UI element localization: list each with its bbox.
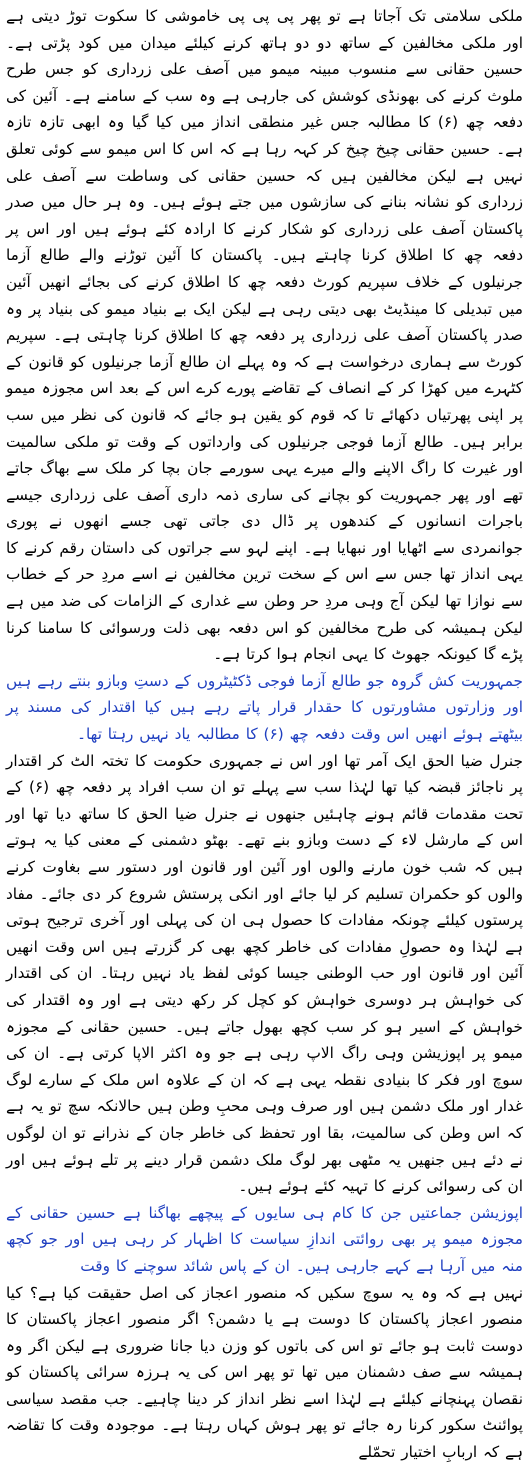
article-highlight-paragraph-2: اپوزیشن جماعتیں جن کا کام ہی سایوں کے پیچھے بھاگنا ہے حسین حقانی کے مجوزہ میمو پر بھی روائتی اندازِ سیاست کا اظہار کر رہی ہیں اور جو کچھ منہ میں آرہا ہے کہے جارہی ہیں۔ ان کے پاس شائد سوچنے کا وقت — [6, 1203, 523, 1275]
article-paragraph-1: ملکی سلامتی تک آجاتا ہے تو پھر پی پی پی خاموشی کا سکوت توڑ دیتی ہے اور ملکی مخالفین کے ساتھ دو دو ہاتھ کرنے کیلئے میدان میں کود پڑتی ہے۔ حسین حقانی سے منسوب مبینہ میمو میں آصف علی زرداری کو جس طرح ملوث کرنے کی بھونڈی کوشش کی جارہی ہے وہ سب کے سامنے ہے۔ آئین کی دفعہ چھ (۶) کا مطالبہ جس غیر منطقی انداز میں کیا گیا وہ ابھی تازہ تازہ ہے۔ حسین حقانی چیخ چیخ کر کہہ رہا ہے کہ اس کا اس میمو سے کوئی تعلق نہیں ہے لیکن مخالفین ہیں کہ حسین حقانی کی وساطت سے آصف علی زرداری کو نشانہ بنانے کی سازشوں میں جتے ہوئے ہیں۔ وہ ہر حال میں صدر پاکستان آصف علی زرداری کو شکار کرنے کا ارادہ کئے ہوئے ہیں اور اس پر دفعہ چھ کا اطلاق کرنا چاہتے ہیں۔ پاکستان کا آئین توڑنے والے طالع آزما جرنیلوں کے خلاف سپریم کورٹ دفعہ چھ کا اطلاق کرنے کی بجائے انھیں آئین میں تبدیلی کا مینڈیٹ بھی دیتی رہی ہے لیکن ایک بے بنیاد میمو کی بنیاد پر وہ صدر پاکستان آصف علی زرداری پر دفعہ چھ کا اطلاق کرنا چاہتی ہے۔ سپریم کورٹ سے ہماری درخواست ہے کہ وہ پہلے ان طالع آزما جرنیلوں کو قانون کے کٹہرے میں کھڑا کر کے انصاف کے تقاضے پورے کرے اس کے بعد اس مجوزہ میمو پر اپنی پھرتیاں دکھائے تا کہ قوم کو یقین ہو جائے کہ قانون کی نظر میں سب برابر ہیں۔ طالع آزما فوجی جرنیلوں کی وارداتوں کے وقت تو ملکی سالمیت اور غیرت کا راگ الاپنے والے میرے یہی سورمے جان بچا کر ملک سے بھاگ جاتے تھے اور پھر جمہوریت کو بچانے کی ساری ذمہ داری آصف علی زرداری جیسے باجرات انسانوں کے کندھوں پر ڈال دی جاتی تھی جسے انھوں نے پوری جوانمردی سے اٹھایا اور نبھایا ہے۔ اپنے لہو سے جراتوں کی داستان رقم کرنے کا یہی انداز تھا جس سے اس کے سخت ترین مخالفین نے اسے مردِ حر کے خطاب سے نوازا تھا لیکن آج وہی مردِ حر وطن سے غداری کے الزامات کی ضد میں ہے لیکن ہمیشہ کی طرح مخالفین کو اس دفعہ بھی ذلت ورسوائی کا سامنا کرنا پڑے گا کیونکہ جھوٹ کا یہی انجام ہوا کرتا ہے۔ — [6, 7, 523, 664]
article-paragraph-3: نہیں ہے کہ وہ یہ سوچ سکیں کہ منصور اعجاز کی اصل حقیقت کیا ہے؟ کیا منصور اعجاز پاکستان کا دوست ہے یا دشمن؟ اگر منصور اعجاز پاکستان کا دوست ثابت ہو جائے تو اس کی باتوں کو وزن دیا جانا ضروری ہے لیکن اگر وہ ہمیشہ سے صف دشمنان میں تھا تو پھر اس کی یہ ہرزہ سرائی پاکستان کو نقصان پہنچانے کیلئے ہے لہٰذا اسے نظر انداز کر دینا چاہیے۔ جب مقصد سیاسی پوائنٹ سکور کرنا رہ جائے تو پھر ہوش کہاں رہتا ہے۔ موجودہ وقت کا تقاضہ ہے کہ اربابِ اختیار تحمّلے — [6, 1283, 523, 1462]
article-paragraph-2: جنرل ضیا الحق ایک آمر تھا اور اس نے جمہوری حکومت کا تختہ الٹ کر اقتدار پر ناجائز قبضہ کیا تھا لہٰذا سب سے پہلے تو ان سب افراد پر دفعہ چھ (۶) کے تحت مقدمات قائم ہونے چاہئیں جنھوں نے جنرل ضیا الحق کا ساتھ دیا تھا اور اس کے مارشل لاء کے دست وبازو بنے تھے۔ بھٹو دشمنی کے معنی کیا یہ ہوتے ہیں کہ شب خون مارنے والوں اور آئین اور قانون اور دستور سے بغاوت کرنے والوں کو حکمران تسلیم کر لیا جائے اور انکی پرستش شروع کر دی جائے۔ مفاد پرستوں کیلئے چونکہ مفادات کا حصول ہی ان کی پہلی اور آخری ترجیح ہوتی ہے لہٰذا وہ حصولِ مفادات کی خاطر کچھ بھی کر گزرتے ہیں اس وقت انھیں آئین اور قانون اور حب الوطنی جیسا کوئی لفظ یاد نہیں رہتا۔ ان کی اقتدار کی خواہش ہر دوسری خواہش کو کچل کر رکھ دیتی ہے اور وہ اقتدار کی خواہش کے اسیر ہو کر سب کچھ بھول جاتے ہیں۔ حسین حقانی کے مجوزہ میمو پر اپوزیشن وہی راگ الاپ رہی ہے جو وہ اکثر الاپا کرتی ہے۔ ان کی سوچ اور فکر کا بنیادی نقطہ یہی ہے کہ ان کے علاوہ اس ملک کے سارے لوگ غدار اور ملک دشمن ہیں اور صرف وہی محبِ وطن ہیں حالانکہ سچ تو یہ ہے کہ اس وطن کی سالمیت، بقا اور تحفظ کی خاطر جان کے نذرانے تو ان لوگوں نے دئے ہیں جنھیں یہ مٹھی بھر لوگ ملک دشمن قرار دینے پر تلے ہوئے ہیں اور ان کی رسوائی کرنے کا تہیہ کئے ہوئے ہیں۔ — [6, 751, 524, 1196]
article-column — [6, 0, 524, 1462]
article-highlight-paragraph-1: جمہوریت کش گروہ جو طالع آزما فوجی ڈکٹیٹروں کے دستِ وبازو بنتے رہے ہیں اور وزارتوں مشاورتوں کا حقدار قرار پاتے رہے ہیں کیا اقتدار کی مسند پر بیٹھتے ہوئے انھیں اس وقت دفعہ چھ (۶) کا مطالبہ یاد نہیں رہتا تھا۔ — [6, 671, 523, 744]
